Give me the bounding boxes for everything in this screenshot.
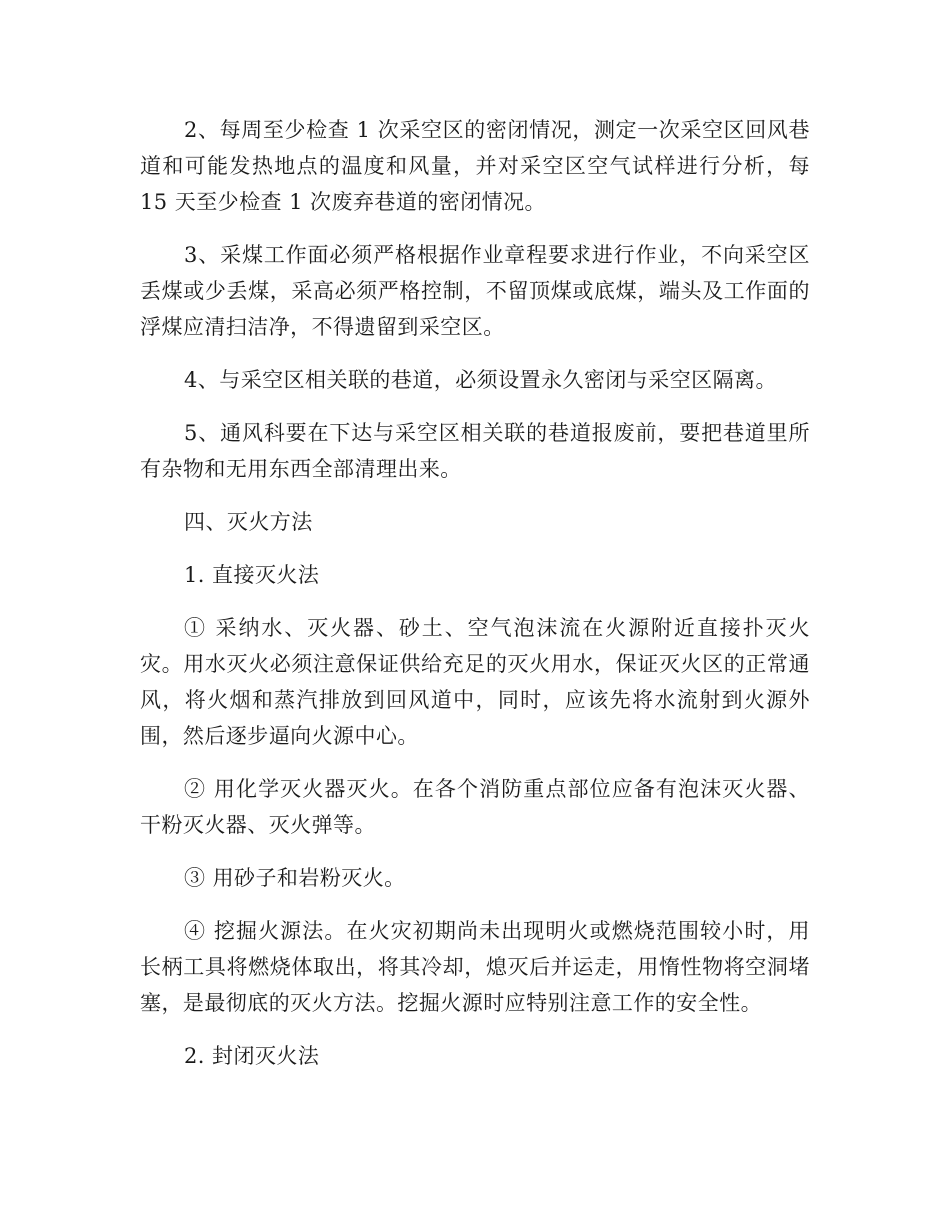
paragraph-chemical-extinguisher: ② 用化学灭火器灭火。在各个消防重点部位应备有泡沫灭火器、干粉灭火器、灭火弹等。 (140, 777, 810, 837)
document-page (140, 112, 810, 1091)
paragraph-mining-face-rules: 3、采煤工作面必须严格根据作业章程要求进行作业，不向采空区丢煤或少丢煤，采高必须严格控制，不留顶煤或底煤，端头及工作面的浮煤应清扫洁净，不得遗留到采空区。 (140, 243, 810, 339)
paragraph-ventilation-cleanup: 5、通风科要在下达与采空区相关联的巷道报废前，要把巷道里所有杂物和无用东西全部清理出来。 (140, 421, 810, 481)
paragraph-sand-rock-powder: ③ 用砂子和岩粉灭火。 (184, 866, 406, 890)
paragraph-permanent-seal: 4、与采空区相关联的巷道，必须设置永久密闭与采空区隔离。 (184, 368, 777, 392)
subheading-sealing-extinguishing: 2. 封闭灭火法 (184, 1044, 320, 1068)
subheading-direct-extinguishing: 1. 直接灭火法 (184, 563, 320, 587)
section-heading-fire-extinguishing-methods: 四、灭火方法 (184, 510, 313, 534)
paragraph-inspection-frequency: 2、每周至少检查 1 次采空区的密闭情况，测定一次采空区回风巷道和可能发热地点的温度和风量，并对采空区空气试样进行分析，每 15 天至少检查 1 次废弃巷道的密闭情况。 (140, 118, 810, 214)
paragraph-water-extinguishing: ① 采纳水、灭火器、砂土、空气泡沫流在火源附近直接扑灭火灾。用水灭火必须注意保证供给充足的灭火用水，保证灭火区的正常通风，将火烟和蒸汽排放到回风道中，同时，应该先将水流射到火源外围，然后逐步逼向火源中心。 (140, 616, 810, 748)
paragraph-excavate-fire-source: ④ 挖掘火源法。在火灾初期尚未出现明火或燃烧范围较小时，用长柄工具将燃烧体取出，将其冷却，熄灭后并运走，用惰性物将空洞堵塞，是最彻底的灭火方法。挖掘火源时应特别注意工作的安全性。 (140, 919, 810, 1015)
